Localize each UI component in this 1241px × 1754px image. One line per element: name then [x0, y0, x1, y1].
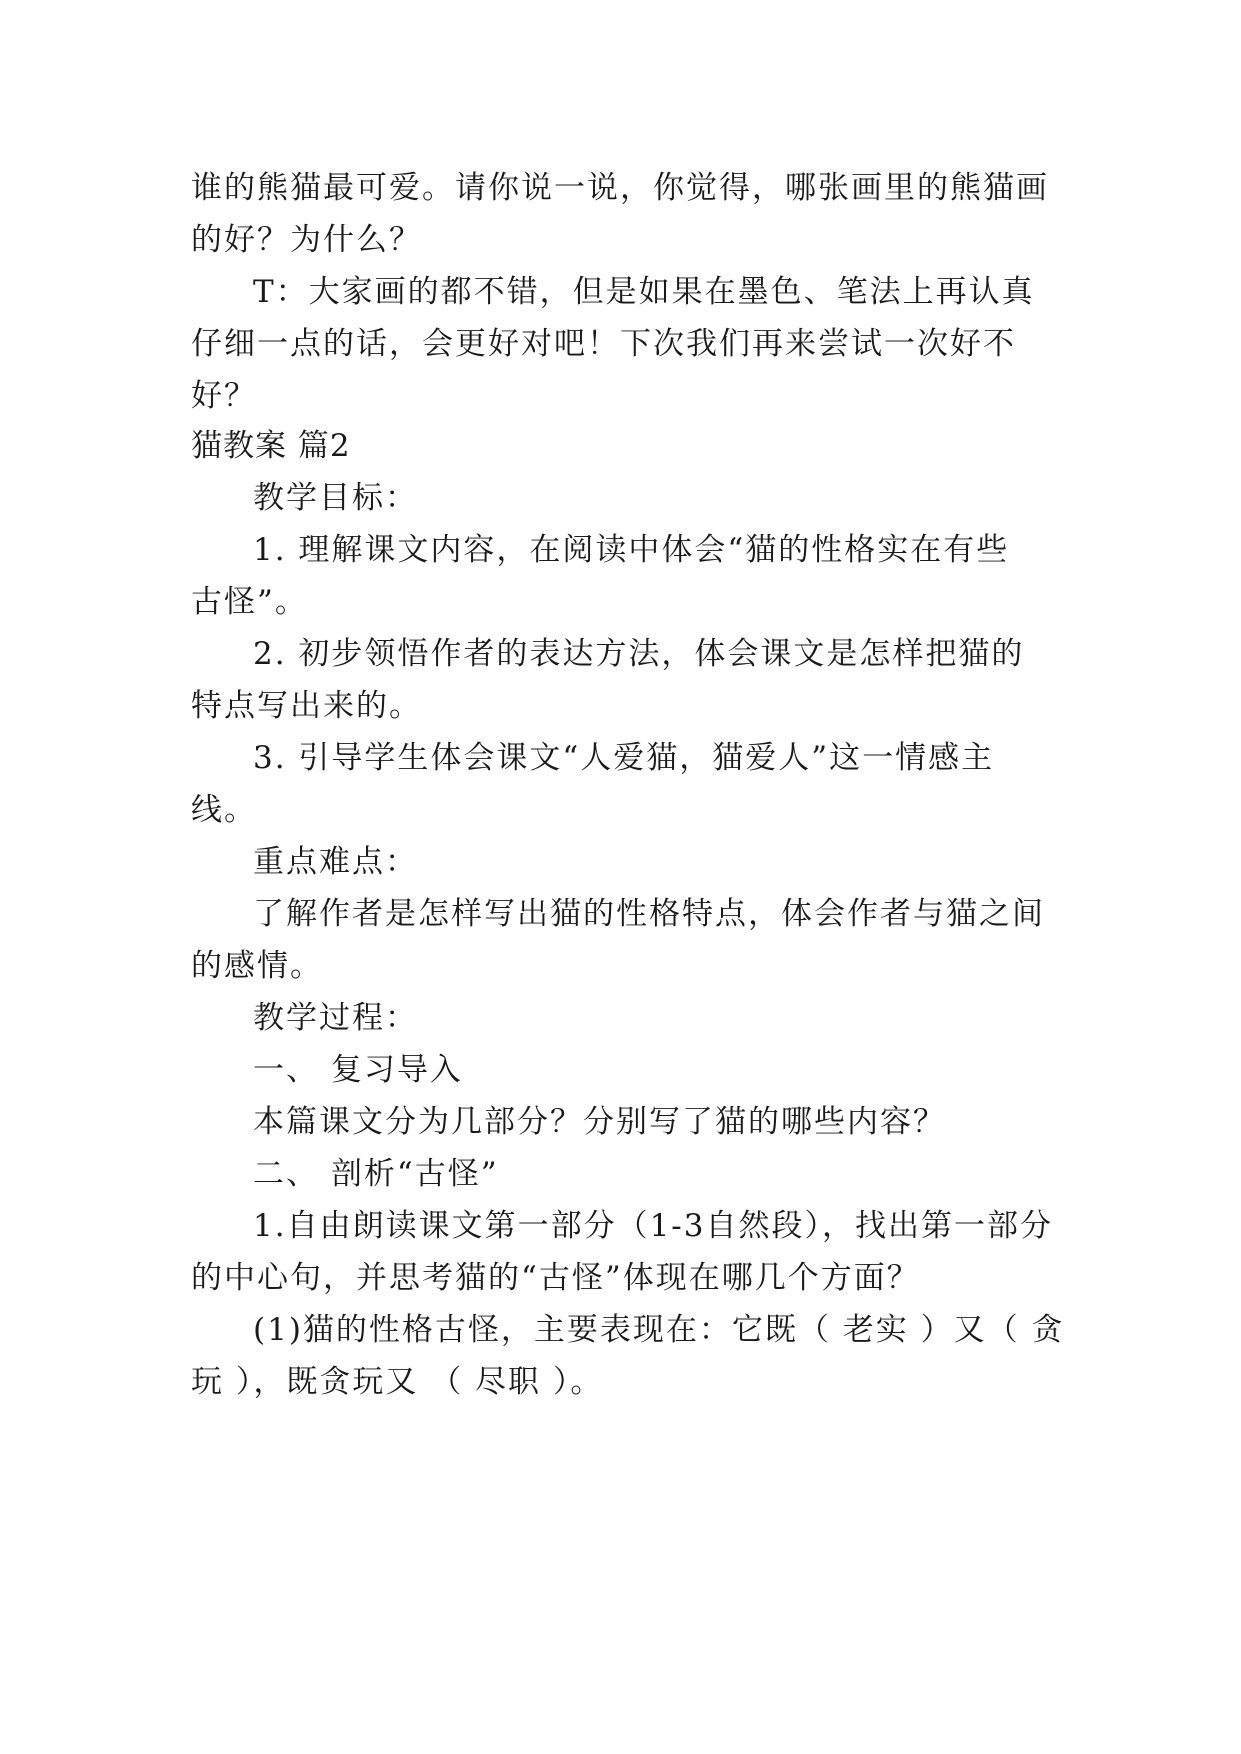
text-line-16: 的感情。	[191, 948, 323, 984]
text-line-15: 了解作者是怎样写出猫的性格特点，体会作者与猫之间	[253, 896, 1045, 932]
text-line-17: 教学过程：	[253, 1000, 418, 1036]
text-line-3: T：大家画的都不错，但是如果在墨色、笔法上再认真	[253, 274, 1035, 310]
text-line-24: 玩 ），既贪玩又 （ 尽职 ）。	[191, 1364, 604, 1400]
text-line-2: 的好？为什么？	[191, 222, 422, 258]
text-line-21: 1.自由朗读课文第一部分（1-3自然段），找出第一部分	[253, 1208, 1053, 1244]
text-line-18: 一、 复习导入	[253, 1052, 463, 1088]
text-line-23: (1)猫的性格古怪，主要表现在：它既（ 老实 ）又（ 贪	[253, 1312, 1065, 1348]
text-line-20: 二、 剖析“古怪”	[253, 1156, 499, 1192]
text-line-10: 2. 初步领悟作者的表达方法，体会课文是怎样把猫的	[253, 636, 1025, 672]
text-line-12: 3. 引导学生体会课文“人爱猫，猫爱人”这一情感主	[253, 740, 995, 776]
text-line-7: 教学目标：	[253, 480, 418, 516]
text-line-1: 谁的熊猫最可爱。请你说一说，你觉得，哪张画里的熊猫画	[191, 170, 1049, 206]
text-line-19: 本篇课文分为几部分？分别写了猫的哪些内容？	[253, 1104, 946, 1140]
text-line-11: 特点写出来的。	[191, 688, 422, 724]
text-line-5: 好？	[191, 378, 257, 414]
text-line-4: 仔细一点的话，会更好对吧！下次我们再来尝试一次好不	[191, 326, 1016, 362]
text-line-9: 古怪”。	[191, 584, 308, 620]
text-line-14: 重点难点：	[253, 844, 418, 880]
section-heading: 猫教案 篇2	[191, 428, 351, 464]
text-line-13: 线。	[191, 792, 257, 828]
text-line-8: 1. 理解课文内容，在阅读中体会“猫的性格实在有些	[253, 532, 1010, 568]
text-line-22: 的中心句，并思考猫的“古怪”体现在哪几个方面？	[191, 1260, 920, 1296]
